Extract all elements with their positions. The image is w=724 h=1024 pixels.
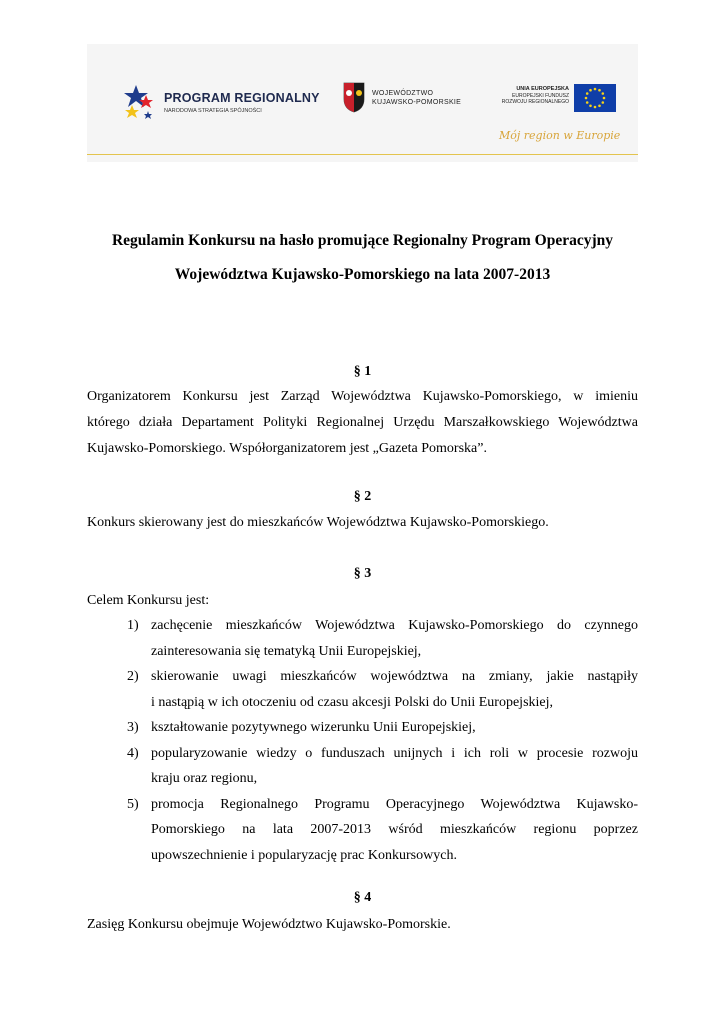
list-item-line: zainteresowania się tematyką Unii Europejskiej, (151, 643, 422, 659)
program-regionalny-logo (122, 81, 320, 131)
section-3-intro (87, 588, 638, 614)
list-item (87, 792, 638, 869)
list-item (87, 613, 638, 664)
section-4-heading: § 4 (353, 890, 372, 905)
wojewodztwo-line2: KUJAWSKO-POMORSKIE (372, 99, 462, 106)
section-3-intro-text: Celem Konkursu jest: (87, 593, 210, 608)
section-1-heading: § 1 (353, 364, 372, 379)
title-line-1: Regulamin Konkursu na hasło promujące Regionalny Program Operacyjny (111, 232, 614, 249)
goals-list (87, 613, 638, 868)
list-item-line: upowszechnienie i popularyzację prac Konkursowych. (151, 847, 457, 863)
nss-star-icon (122, 81, 162, 129)
eu-line2: EUROPEJSKI FUNDUSZ (512, 92, 569, 99)
list-item (87, 664, 638, 715)
section-2-heading: § 2 (353, 489, 372, 504)
section-4-paragraph (87, 912, 638, 938)
list-item-line: kształtowanie pozytywnego wizerunku Unii Europejskiej, (151, 720, 476, 735)
coat-of-arms-icon (342, 81, 366, 113)
motto: Mój region w Europie (499, 129, 621, 142)
wojewodztwo-logo (342, 81, 482, 121)
wojewodztwo-line1: WOJEWÓDZTWO (372, 90, 434, 97)
eu-line1: UNIA EUROPEJSKA (516, 86, 569, 92)
list-item-line: popularyzowanie wiedzy o funduszach unijnych i ich roli w procesie rozwoju (151, 745, 638, 761)
header-banner (87, 44, 638, 162)
list-item (87, 715, 638, 741)
list-item-number: 4) (127, 745, 139, 761)
list-item-line: i nastąpią w ich otoczeniu od czasu akcesji Polski do Unii Europejskiej, (151, 694, 554, 710)
section-1-line: Kujawsko-Pomorskiego. Współorganizatorem jest „Gazeta Pomorska”. (87, 441, 487, 456)
list-item-line: promocja Regionalnego Programu Operacyjnego Województwa Kujawsko- (151, 796, 638, 812)
title-line-2: Województwa Kujawsko-Pomorskiego na lata 2007-2013 (174, 266, 551, 283)
section-3-heading: § 3 (353, 566, 372, 581)
list-item-line: kraju oraz regionu, (151, 771, 258, 786)
list-item-line: Pomorskiego na lata 2007-2013 wśród mieszkańców regionu poprzez (151, 822, 638, 837)
program-regionalny-subtitle: NARODOWA STRATEGIA SPÓJNOŚCI (164, 108, 262, 114)
eu-logo (492, 84, 617, 124)
document-title (87, 224, 638, 292)
section-1-line: Organizatorem Konkursu jest Zarząd Województwa Kujawsko-Pomorskiego, w imieniu (87, 389, 638, 404)
list-item-line: skierowanie uwagi mieszkańców województwa na zmiany, jakie nastąpiły (151, 669, 638, 684)
section-1-paragraph (87, 384, 638, 462)
list-item-number: 1) (127, 618, 139, 633)
list-item-line: zachęcenie mieszkańców Województwa Kujawsko-Pomorskiego do czynnego (151, 618, 638, 633)
list-item-number: 2) (127, 669, 139, 684)
section-2-line: Konkurs skierowany jest do mieszkańców Województwa Kujawsko-Pomorskiego. (87, 515, 549, 530)
section-1-line: którego działa Departament Polityki Regionalnej Urzędu Marszałkowskiego Województwa (87, 415, 638, 430)
list-item (87, 741, 638, 792)
section-2-paragraph (87, 510, 638, 536)
header-divider (87, 154, 638, 155)
eu-flag-icon (574, 84, 616, 112)
eu-line3: ROZWOJU REGIONALNEGO (501, 99, 569, 105)
section-4-line: Zasięg Konkursu obejmuje Województwo Kujawsko-Pomorskie. (87, 917, 451, 932)
program-regionalny-title: PROGRAM REGIONALNY (164, 91, 320, 105)
list-item-number: 3) (127, 720, 139, 735)
list-item-number: 5) (127, 796, 139, 812)
